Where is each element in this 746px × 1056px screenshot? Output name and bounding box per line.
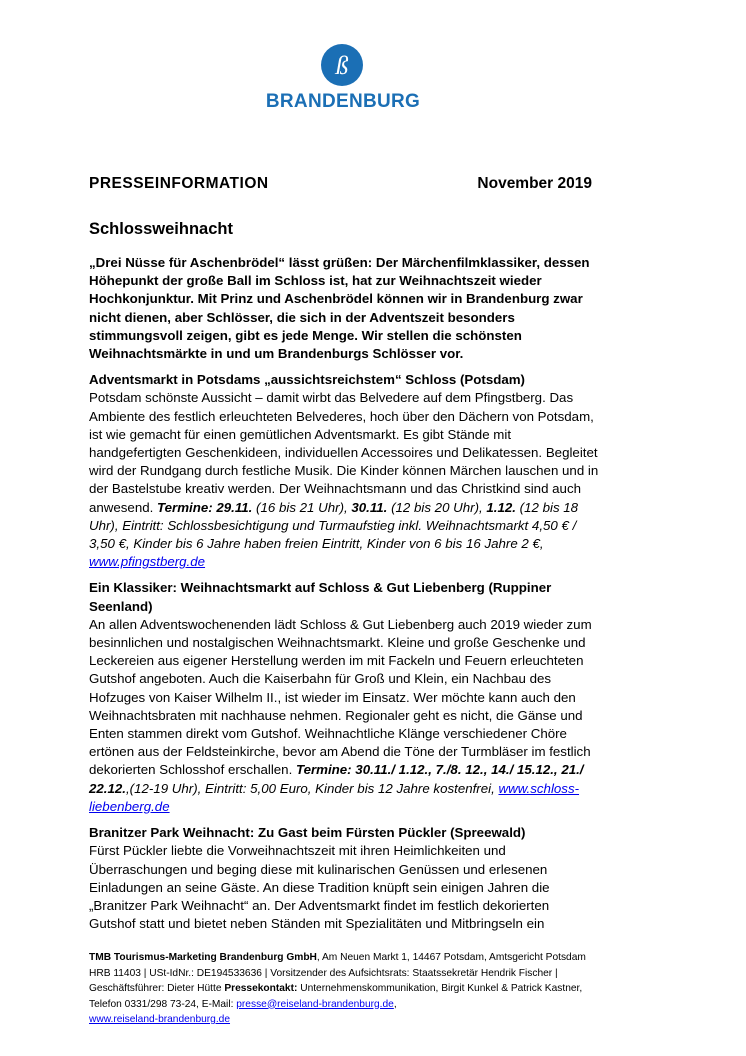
document-date: November 2019 bbox=[477, 175, 592, 192]
section-body bbox=[89, 616, 599, 816]
footer-contact-label: Pressekontakt: bbox=[224, 983, 298, 994]
termine-details: (12 bis 18 Uhr), Eintritt: Schlossbesichtigung und Turmaufstieg inkl. Weihnachtsmarkt 4,50 € / 3,50 €, Kinder bis 6 Jahre haben freien Eintritt, Kinder von 6 bis 16 Jahre 2 €, bbox=[89, 499, 579, 552]
page-title: Schlossweihnacht bbox=[89, 220, 233, 238]
section-text: An allen Adventswochenenden lädt Schloss & Gut Liebenberg auch 2019 wieder zum besinnlichen und nostalgischen Weihnachtsmarkt. Kleine und große Geschenke und Leckereien aus eigener Herstellung werden im mit Fackeln und Feuern erleuchteten Gutshof angeboten. Auch die Kaiserbahn für Groß und Klein, ein Nachbau des Hofzuges von Kaiser Wilhelm II., ist wieder im Einsatz. Wer möchte kann auch den Weihnachtsbraten mit nachhause nehmen. Regionaler geht es nicht, die Gänse und Enten stammen direkt vom Gutshof. Weihnachtliche Klänge verschiedener Chöre ertönen aus der Feldsteinkirche, bevor am Abend die Töne der Turmbläser im festlich dekorierten Schlosshof erschallen. bbox=[89, 616, 592, 778]
document-type-label: PRESSEINFORMATION bbox=[89, 175, 269, 192]
termine-label: Termine: 30.11./ 1.12., 7./8. 12., 14./ 15.12., 21./ 22.12. bbox=[89, 762, 584, 796]
termine-time: (16 bis 21 Uhr), bbox=[252, 499, 352, 515]
section-body bbox=[89, 389, 599, 571]
document-header bbox=[89, 175, 592, 197]
footer-text: , Am Neuen Markt 1, 14467 Potsdam, Amtsgericht Potsdam HRB 11403 | USt-IdNr.: DE194533636 | Vorsitzender des Aufsichtsrats: Staatssekretär Hendrik Fischer | Geschäftsführer: Dieter Hütte bbox=[89, 952, 586, 994]
article-body bbox=[89, 254, 599, 941]
section-branitz bbox=[89, 824, 599, 933]
section-body: Fürst Pückler liebte die Vorweihnachtszeit mit ihren Heimlichkeiten und Überraschungen und beging diese mit kulinarischen Genüssen und erlesenen Einladungen an seine Gäste. An diese Tradition knüpft sein einigen Jahren die „Branitzer Park Weihnacht“ an. Der Adventsmarkt findet im festlich dekorierten Gutshof statt und bietet neben Ständen mit Spezialitäten und Mitbringseln ein bbox=[89, 843, 550, 932]
section-potsdam bbox=[89, 371, 599, 571]
lead-paragraph: „Drei Nüsse für Aschenbrödel“ lässt grüßen: Der Märchenfilmklassiker, dessen Höhepunkt der große Ball im Schloss ist, hat zur Weihnachtszeit wieder Hochkonjunktur. Mit Prinz und Aschenbrödel können wir in Brandenburg zwar nicht dienen, aber Schlösser, die sich in der Adventszeit besonders stimmungsvoll zeigen, gibt es jede Menge. Wir stellen die schönsten Weihnachtsmärkte in und um Brandenburgs Schlösser vor. bbox=[89, 255, 590, 362]
termine-label: Termine: 29.11. bbox=[157, 499, 253, 515]
brandenburg-logo-wordmark: BRANDENBURG bbox=[265, 91, 421, 112]
section-liebenberg bbox=[89, 579, 599, 816]
termine-date: 30.11. bbox=[351, 499, 388, 515]
termine-date: 1.12. bbox=[486, 499, 516, 515]
footer-email-link[interactable]: presse@reiseland-brandenburg.de bbox=[236, 998, 394, 1010]
footer-separator: , bbox=[393, 998, 397, 1010]
liebenberg-link[interactable]: www.schloss-liebenberg.de bbox=[89, 780, 580, 814]
section-title: Branitzer Park Weihnacht: Zu Gast beim Fürsten Pückler (Spreewald) bbox=[89, 825, 526, 841]
footer-company: TMB Tourismus-Marketing Brandenburg GmbH bbox=[89, 952, 317, 963]
section-title: Adventsmarkt in Potsdams „aussichtsreichstem“ Schloss (Potsdam) bbox=[89, 372, 525, 388]
svg-text:ß: ß bbox=[335, 51, 349, 80]
section-title: Ein Klassiker: Weihnachtsmarkt auf Schloss & Gut Liebenberg (Ruppiner Seenland) bbox=[89, 580, 552, 614]
section-text: Potsdam schönste Aussicht – damit wirbt das Belvedere auf dem Pfingstberg. Das Ambiente des festlich erleuchteten Belvederes, hoch über den Dächern von Potsdam, ist wie gemacht für einen gemütlichen Adventsmarkt. Es gibt Stände mit handgefertigten Geschenkideen, individuellen Accessoires und Delikatessen. Begleitet wird der Rundgang durch festliche Musik. Die Kinder können Märchen lauschen und in der Bastelstube kreativ werden. Der Weihnachtsmann und das Christkind sind auch anwesend. bbox=[89, 390, 599, 515]
termine-time: (12 bis 20 Uhr), bbox=[387, 499, 487, 515]
document-footer bbox=[89, 950, 599, 1028]
footer-text: Unternehmenskommunikation, Birgit Kunkel & Patrick Kastner, Telefon 0331/298 73-24, E-Mail: bbox=[89, 983, 583, 1010]
termine-details: ,(12-19 Uhr), Eintritt: 5,00 Euro, Kinder bis 12 Jahre kostenfrei, bbox=[125, 780, 499, 796]
footer-website-link[interactable]: www.reiseland-brandenburg.de bbox=[89, 1014, 231, 1025]
pfingstberg-link[interactable]: www.pfingstberg.de bbox=[89, 554, 206, 570]
brandenburg-logo-mark-icon bbox=[321, 44, 363, 86]
brandenburg-logo bbox=[258, 44, 428, 116]
